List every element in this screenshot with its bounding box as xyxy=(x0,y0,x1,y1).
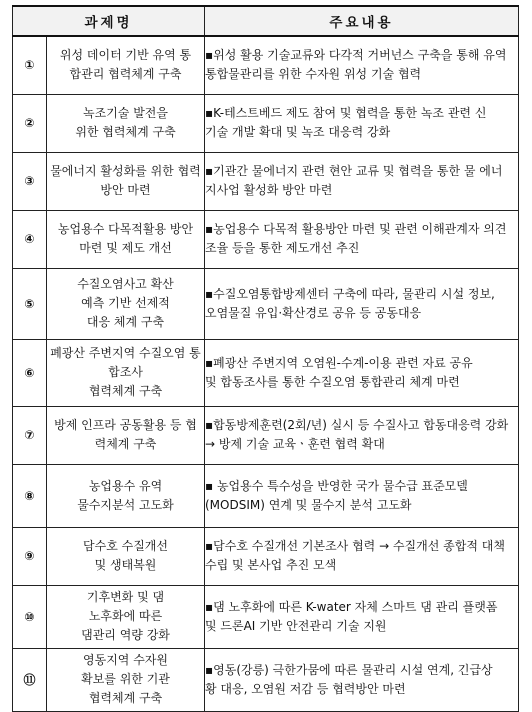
task-content xyxy=(205,268,519,339)
task-content-line: ▪댐 노후화에 따른 K-water 자체 스마트 댐 관리 플랫폼 xyxy=(205,599,498,614)
task-content xyxy=(205,464,519,527)
task-title-line: 방안 마련 xyxy=(100,183,151,197)
task-title-line: 기후변화 및 댐 xyxy=(86,590,165,604)
task-content-line: ▪K-테스트베드 제도 참여 및 협력을 통한 녹조 관련 신 xyxy=(205,106,487,120)
task-content-line: ▪수질오염통합방제센터 구축에 따라, 물관리 시설 정보, xyxy=(205,286,495,301)
row-number: ⑥ xyxy=(13,339,47,406)
task-content xyxy=(205,210,519,268)
task-content-line: ▪ 농업용수 특수성을 반영한 국가 물수급 표준모델 xyxy=(205,478,468,493)
row-number: ⑤ xyxy=(13,268,47,339)
task-title-line: 농업용수 다목적활용 방안 xyxy=(57,222,194,236)
row-number: ⑧ xyxy=(13,464,47,527)
task-title-line: 녹조기술 발전을 xyxy=(83,106,168,120)
task-content xyxy=(205,339,519,406)
task-content xyxy=(205,406,519,464)
task-content xyxy=(205,94,519,152)
task-content xyxy=(205,527,519,585)
task-content-line: ▪기관간 물에너지 관련 현안 교류 및 협력을 통한 물 에너 xyxy=(205,164,503,178)
task-title xyxy=(47,648,205,711)
task-content xyxy=(205,36,519,94)
task-content-line: ▪농업용수 다목적 활용방안 마련 및 관련 이해관계자 의견 xyxy=(205,222,507,236)
task-title xyxy=(47,36,205,94)
row-number: ⑦ xyxy=(13,406,47,464)
task-content-line: 황 대응, 오염원 저감 등 협력방안 마련 xyxy=(205,681,406,696)
task-table xyxy=(12,5,519,712)
task-content xyxy=(205,585,519,648)
task-content-line: 기술 개발 확대 및 녹조 대응력 강화 xyxy=(205,125,391,139)
row-number: ⑪ xyxy=(13,648,47,711)
task-title-line: 및 생태복원 xyxy=(94,558,157,572)
task-title-line: 방제 인프라 공동활용 등 협 xyxy=(54,418,197,432)
task-content-line: → 방제 기술 교육ㆍ훈련 협력 확대 xyxy=(205,437,385,451)
task-title xyxy=(47,94,205,152)
task-title xyxy=(47,268,205,339)
task-content-line: 지사업 활성화 방안 마련 xyxy=(205,183,333,197)
task-title-line: 합조사 xyxy=(108,365,143,379)
task-content-line: (MODSIM) 연계 및 물수지 분석 고도화 xyxy=(205,497,412,512)
task-title-line: 협력체계 구축 xyxy=(88,384,163,398)
table-row xyxy=(13,152,519,210)
task-content-line: ▪담수호 수질개선 기본조사 협력 → 수질개선 종합적 대책 xyxy=(205,539,505,553)
task-title-line: 대응 체계 구축 xyxy=(86,315,165,329)
task-title-line: 확보를 위한 기관 xyxy=(81,672,170,686)
task-title xyxy=(47,464,205,527)
task-title xyxy=(47,585,205,648)
task-title xyxy=(47,339,205,406)
table-row xyxy=(13,210,519,268)
table-row xyxy=(13,648,519,711)
table-row xyxy=(13,94,519,152)
task-content-line: 및 드론AI 기반 안전관리 기술 지원 xyxy=(205,618,387,633)
table-body xyxy=(13,36,519,711)
task-title-line: 력체계 구축 xyxy=(94,437,157,451)
row-number: ⑨ xyxy=(13,527,47,585)
task-content-line: 수립 및 본사업 추진 모색 xyxy=(205,558,337,572)
table-row xyxy=(13,585,519,648)
task-title xyxy=(47,527,205,585)
task-title-line: 농업용수 유역 xyxy=(88,478,163,493)
task-content-line: ▪위성 활용 기술교류와 다각적 거버넌스 구축을 통해 유역 xyxy=(205,48,507,63)
task-title-line: 예측 기반 선제적 xyxy=(81,296,170,310)
row-number: ⑩ xyxy=(13,585,47,648)
task-title-line: 합관리 협력체계 구축 xyxy=(69,67,182,82)
task-title xyxy=(47,152,205,210)
table-row xyxy=(13,339,519,406)
task-title xyxy=(47,406,205,464)
table-row xyxy=(13,527,519,585)
task-content-line: ▪합동방제훈련(2회/년) 실시 등 수질사고 합동대응력 강화 xyxy=(205,418,509,432)
table-row xyxy=(13,464,519,527)
task-content-line: ▪영동(강릉) 극한가뭄에 따른 물관리 시설 연계, 긴급상 xyxy=(205,662,493,677)
task-title-line: 물에너지 활성화를 위한 협력 xyxy=(50,164,201,178)
row-number: ① xyxy=(13,36,47,94)
task-content-line: 및 합동조사를 통한 수질오염 통합관리 체계 마련 xyxy=(205,374,460,389)
task-title-line: 폐광산 주변지역 수질오염 통 xyxy=(50,346,201,360)
task-title-line: 노후화에 따른 xyxy=(88,609,163,623)
task-title-line: 마련 및 제도 개선 xyxy=(79,241,172,255)
table-row xyxy=(13,268,519,339)
task-title-line: 위성 데이터 기반 유역 통 xyxy=(59,48,192,63)
task-content xyxy=(205,648,519,711)
task-content-line: 조율 등을 통한 제도개선 추진 xyxy=(205,241,360,255)
task-content-line: 통합물관리를 위한 수자원 위성 기술 협력 xyxy=(205,67,422,82)
row-number: ③ xyxy=(13,152,47,210)
task-title-line: 담수호 수질개선 xyxy=(83,539,168,553)
header-task-name: 과제명 xyxy=(13,6,205,36)
table-row xyxy=(13,36,519,94)
row-number: ④ xyxy=(13,210,47,268)
row-number: ② xyxy=(13,94,47,152)
task-title xyxy=(47,210,205,268)
task-title-line: 댐관리 역량 강화 xyxy=(81,628,170,642)
table-row xyxy=(13,406,519,464)
task-title-line: 위한 협력체계 구축 xyxy=(75,125,176,139)
task-content-line: 오염물질 유입·확산경로 공유 등 공동대응 xyxy=(205,305,422,320)
header-main-content: 주요내용 xyxy=(205,6,519,36)
task-title-line: 협력체계 구축 xyxy=(88,691,163,705)
table-header-row xyxy=(13,6,519,36)
task-title-line: 물수지분석 고도화 xyxy=(77,497,174,512)
task-title-line: 수질오염사고 확산 xyxy=(77,277,174,291)
task-content-line: ▪폐광산 주변지역 오염원-수계-이용 관련 자료 공유 xyxy=(205,355,473,370)
task-title-line: 영동지역 수자원 xyxy=(83,653,168,667)
task-content xyxy=(205,152,519,210)
